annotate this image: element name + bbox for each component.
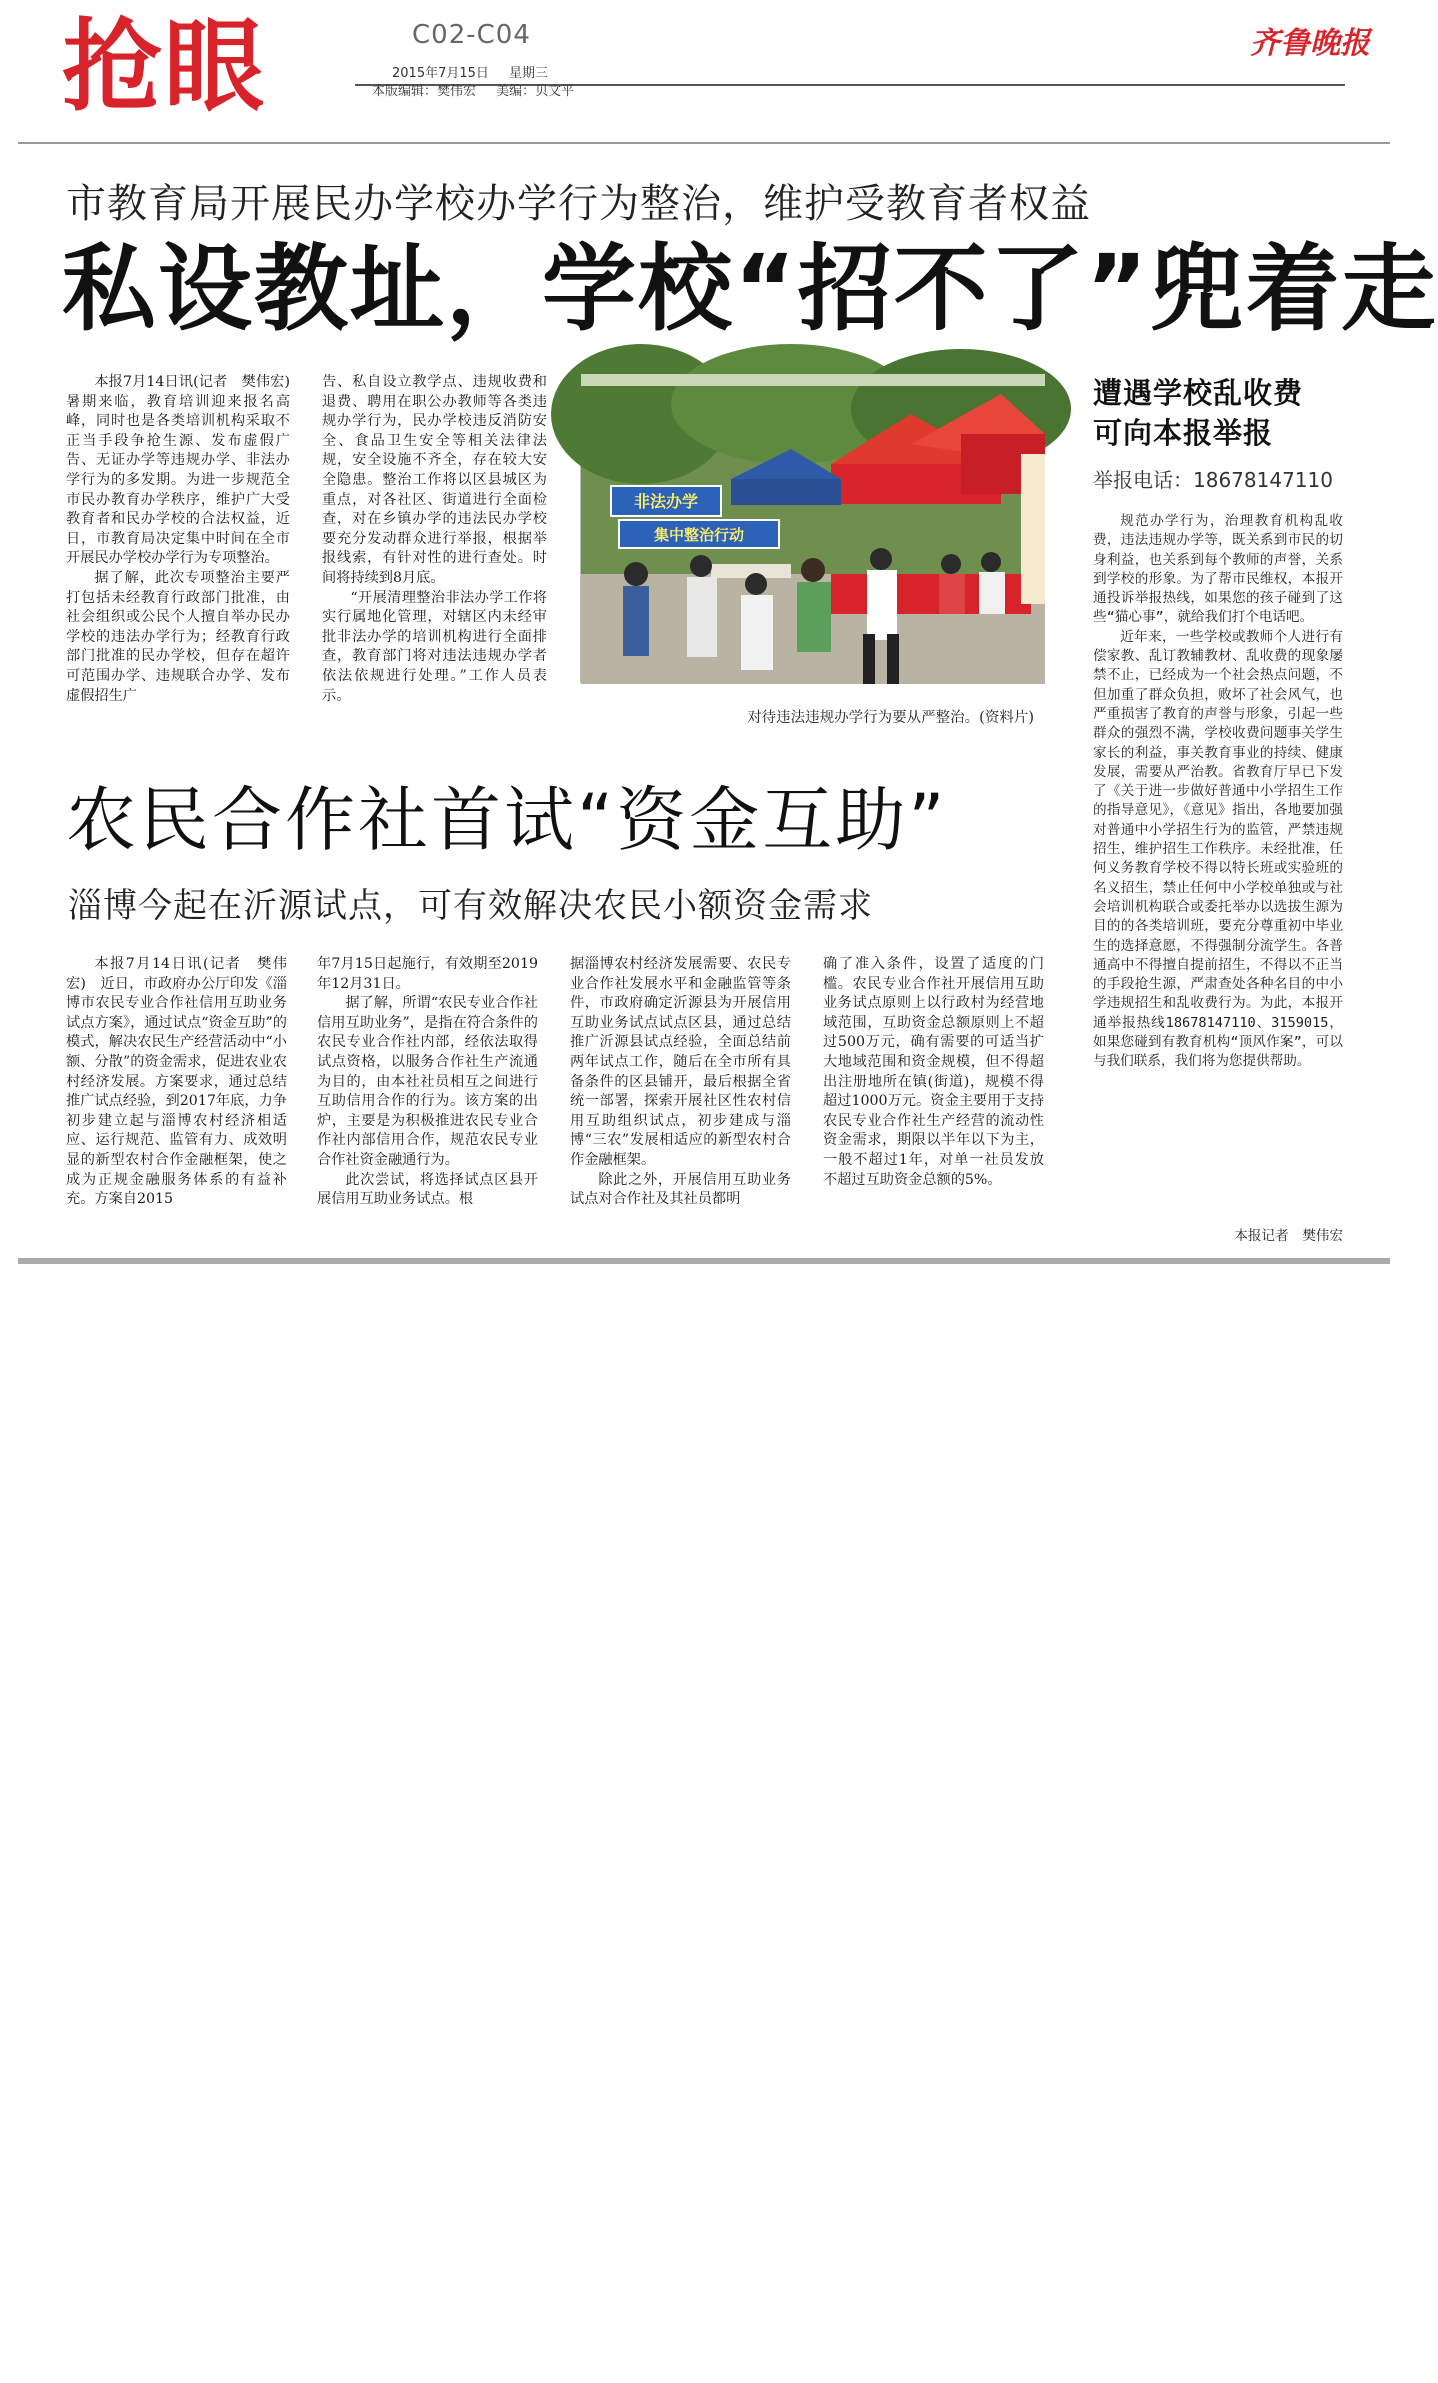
column-paragraph: “开展清理整治非法办学工作将实行属地化管理，对辖区内未经审批非法办学的培训机构进行全面排查，教育部门将对违法违规办学者依法依规进行处理。”工作人员表示。 [322,589,547,704]
editor-line [372,80,590,99]
article1-column-1 [66,373,305,745]
article2-column-1: 本报7月14日讯(记者 樊伟宏) 近日，市政府办公厅印发《淄博市农民专业合作社信用互助业务试点方案》，通过试点“资金互助”的模式，解决农民生产经营活动中“小额、分散”的资金需求，促进农业农村经济发展。方案要求，通过总结推广试点经验，到2017年底，力争初步建立起与淄博农村经济相适应、运行规范、监管有力、成效明显的新型农村合作金融框架，使之成为正规金融服务体系的有益补充。方案自2015 [66,956,287,1208]
issue-date: 2015年7月15日 [392,66,489,81]
sidebar-title-line-1: 遭遇学校乱收费 [1093,376,1304,410]
masthead [0,0,1409,140]
column-paragraph: 除此之外，开展信用互助业务试点对合作社及其社员都明 [570,1171,791,1208]
article2-column-3 [570,955,791,1245]
article1-photo-caption: 对待违法违规办学行为要从严整治。(资料片) [747,710,1034,726]
article1-kicker: 市教育局开展民办学校办学行为整治，维护受教育者权益 [66,181,1091,227]
page-range: C02-C04 [412,20,531,50]
sidebar-hotline: 举报电话：18678147110 [1093,468,1333,492]
editor-credit: 本版编辑：樊伟宏 [372,84,477,99]
designer-credit: 美编：贝文平 [496,84,575,99]
column-paragraph: 据了解，此次专项整治主要严打包括未经教育行政部门批准，由社会组织或公民个人擅自举办民办学校的违法办学行为；经教育行政部门批准的民办学校，但存在超许可范围办学、违规联合办学、发布虚假招生广 [66,569,290,704]
column-paragraph: 年7月15日起施行，有效期至2019年12月31日。 [317,956,538,992]
photo-banner-2: 集中整治行动 [653,526,745,544]
column-paragraph: 本报7月14日讯(记者 樊伟宏) 暑期来临，教育培训迎来报名高峰，同时也是各类培训机构采取不正当手段争抢生源、发布虚假广告、无证办学等违规办学、非法办学行为的多发期。为进一步规范全市民办教育办学秩序，维护广大受教育者和民办学校的合法权益，近日，市教育局决定集中时间在全市开展民办学校办学行为专项整治。 [66,374,305,567]
issue-date-line [392,62,564,81]
article2-kicker: 淄博今起在沂源试点，可有效解决农民小额资金需求 [68,886,873,926]
sidebar-paragraph-1: 规范办学行为，治理教育机构乱收费，违法违规办学等，既关系到市民的切身利益，也关系到每个教师的声誉，关系到学校的形象。为了帮市民维权，本报开通投诉举报热线，如果您的孩子碰到了这些“猫心事”，就给我们打个电话吧。 [1093,513,1343,626]
column-paragraph: 据淄博农村经济发展需要、农民专业合作社发展水平和金融监管等条件，市政府确定沂源县为开展信用互助业务试点试点区县，通过总结推广沂源县试点经验，全面总结前两年试点工作，随后在全市所有具备条件的区县铺开，最后根据全省统一部署，探索开展社区性农村信用互助组织试点，初步建成与淄博“三农”发展相适应的新型农村合作金融框架。 [570,956,791,1168]
column-paragraph: 此次尝试，将选择试点区县开展信用互助业务试点。根 [317,1171,538,1208]
bottom-rule [18,1258,1390,1264]
article2-headline: 农民合作社首试“资金互助” [66,779,948,861]
article1-headline: 私设教址，学校“招不了”兜着走 [62,235,1438,344]
photo-banner-1: 非法办学 [633,492,699,511]
article2-column-2 [317,955,538,1245]
top-rule [18,142,1390,144]
article1-column-2 [322,373,547,745]
newspaper-logo: 齐鲁晚报 [1250,26,1370,61]
sidebar-byline: 本报记者 樊伟宏 [1234,1228,1343,1244]
sidebar-title-line-2: 可向本报举报 [1093,416,1274,450]
sidebar-body [1093,512,1343,1220]
section-logo: 抢眼 [62,8,266,125]
column-paragraph: 据了解，所谓“农民专业合作社信用互助业务”，是指在符合条件的农民专业合作社内部，经依法取得试点资格，以服务合作社生产流通为目的，由本社社员相互之间进行互助信用合作的行为。该方案的出炉，主要是为积极推进农民专业合作社内部信用合作，规范农民专业合作社资金融通行为。 [317,995,538,1168]
article2-column-4: 确了准入条件，设置了适度的门槛。农民专业合作社开展信用互助业务试点原则上以行政村为经营地域范围，互助资金总额原则上不超过500万元，确有需要的可适当扩大地域范围和资金规模，但不得超出注册地所在镇(街道)，规模不得超过1000万元。资金主要用于支持农民专业合作社生产经营的流动性资金需求，期限以半年以下为主，一般不超过1年，对单一社员发放不超过互助资金总额的5%。 [823,956,1044,1188]
column-paragraph: 告、私自设立教学点、违规收费和退费、聘用在职公办教师等各类违规办学行为，民办学校违反消防安全、食品卫生安全等相关法律法规，安全设施不齐全，存在较大安全隐患。整治工作将以区县城区为重点，对各社区、街道进行全面检查，对在乡镇办学的违法民办学校要充分发动群众进行举报，根据举报线索，有针对性的进行查处。时间将持续到8月底。 [322,374,547,586]
article1-photo [580,373,1044,683]
sidebar-paragraph-2: 近年来，一些学校或教师个人进行有偿家教、乱订教辅教材、乱收费的现象屡禁不止，已经成为一个社会热点问题，不但加重了群众负担，败坏了社会风气，也严重损害了教育的声誉与形象，引起一些群众的强烈不满，学校收费问题事关学生家长的利益，事关教育事业的持续、健康发展，需要从严治教。省教育厅早已下发了《关于进一步做好普通中小学招生工作的指导意见》，《意见》指出，各地要加强对普通中小学招生行为的监管，严禁违规招生，维护招生工作秩序。未经批准，任何义务教育学校不得以特长班或实验班的名义招生，禁止任何中小学校单独或与社会培训机构联合或委托举办以选拔生源为目的的各类培训班，要充分尊重初中毕业生的选择意愿，不得强制分流学生。各普通高中不得擅自提前招生，不得以不正当的手段抢生源，严肃查处各种名目的中小学违规招生和乱收费行为。为此，本报开通举报热线18678147110、3159015，如果您碰到有教育机构“顶风作案”，可以与我们联系，我们将为您提供帮助。 [1093,628,1343,1070]
issue-weekday: 星期三 [509,66,549,81]
